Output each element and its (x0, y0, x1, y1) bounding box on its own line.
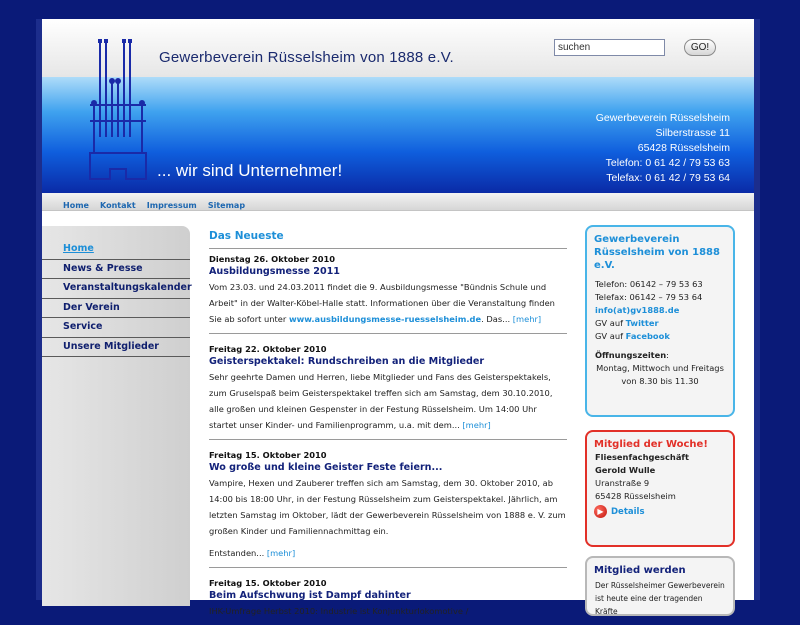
news-text: Vampire, Hexen und Zauberer treffen sich am Samstag, dem 30. Oktober 2010, ab 14:00 bis 18:00 Uhr, in der Festung Rüsselsheim zum Geisterspektakel. Jährlich, am letzten Samstag im Oktober, lädt der Gewerbeverein Rüsselsheim von 1888 e. V. zum großen Kinder und Familiennachmittag ein. (209, 478, 566, 536)
news-title[interactable]: Wo große und kleine Geister Feste feiern... (209, 462, 443, 473)
news-date: Freitag 15. Oktober 2010 (209, 578, 327, 588)
news-text (209, 279, 567, 327)
header-address (596, 111, 730, 186)
sidebar-item-mitglieder[interactable]: Unsere Mitglieder (42, 338, 190, 358)
sidebar-item-home[interactable]: Home (42, 240, 190, 260)
contact-phone: Telefon: 06142 – 79 53 63 (595, 279, 703, 289)
divider (209, 439, 567, 440)
address-name: Gewerbeverein Rüsselsheim (595, 112, 730, 124)
news-text-end: . Das... (481, 314, 511, 324)
news-text-body: Entstanden... (209, 548, 265, 558)
twitter-link[interactable]: Twitter (625, 318, 659, 328)
hours-days: Montag, Mittwoch und Freitags (596, 363, 724, 373)
sidebar-menu (42, 226, 190, 357)
divider (209, 248, 567, 249)
sidebar-item-veranstaltungskalender[interactable]: Veranstaltungskalender (42, 279, 190, 299)
topnav-kontakt[interactable]: Kontakt (100, 201, 136, 210)
news-text-continued (209, 545, 567, 561)
news-text: IHK-Umfrage Herbst 2010: Industrie ist Konjunkturlokomotive / (209, 606, 469, 616)
contact-fax: Telefax: 06142 – 79 53 64 (595, 292, 703, 302)
news-item (209, 577, 567, 619)
news-text (209, 369, 567, 433)
twitter-prefix: GV auf (595, 318, 626, 328)
address-city: 65428 Rüsselsheim (637, 142, 730, 154)
member-company: Fliesenfachgeschäft (595, 452, 689, 462)
page-border-right (754, 19, 760, 600)
search-input[interactable] (554, 39, 665, 56)
news-date: Freitag 22. Oktober 2010 (209, 344, 327, 354)
member-city: 65428 Rüsselsheim (595, 491, 676, 501)
site-title: Gewerbeverein Rüsselsheim von 1888 e.V. (159, 49, 454, 66)
news-title[interactable]: Beim Aufschwung ist Dampf dahinter (209, 590, 411, 601)
topnav-home[interactable]: Home (63, 201, 89, 210)
contact-box-title: Gewerbeverein Rüsselsheim von 1888 e.V. (594, 234, 720, 271)
topnav-impressum[interactable]: Impressum (146, 201, 197, 210)
page-container (42, 19, 754, 616)
details-label: Details (611, 506, 645, 517)
join-box (585, 556, 735, 616)
search-button[interactable]: GO! (684, 39, 716, 56)
member-street: Uranstraße 9 (595, 478, 650, 488)
logo-organ-icon[interactable] (86, 37, 150, 183)
news-date: Freitag 15. Oktober 2010 (209, 450, 327, 460)
member-of-week-box (585, 430, 735, 547)
topnav-sitemap[interactable]: Sitemap (207, 201, 246, 210)
contact-box (585, 225, 735, 417)
join-text: Der Rüsselsheimer Gewerbeverein (595, 581, 725, 590)
main-content (209, 230, 567, 625)
address-phone: Telefon: 0 61 42 / 79 53 63 (605, 157, 730, 169)
join-box-title: Mitglied werden (594, 565, 686, 576)
more-link[interactable]: [mehr] (512, 314, 542, 324)
news-text-body: Sehr geehrte Damen und Herren, liebe Mitglieder und Fans des Geisterspektakels, zum Gruselspaß beim Geisterspektakel treffen sich am Samstag, dem 30.10.2010, alle großen und kleinen Gespenster in der Festung Rüsselsheim. Um 14:00 Uhr startet unser Kinder- und Familienprogramm, u.a. mit dem... (209, 372, 553, 430)
news-item (209, 449, 567, 561)
more-link[interactable]: [mehr] (462, 420, 491, 430)
sidebar (42, 226, 190, 606)
tagline: ... wir sind Unternehmer! (157, 161, 343, 180)
hours-colon: : (666, 350, 669, 360)
news-title[interactable]: Ausbildungsmesse 2011 (209, 266, 340, 277)
address-street: Silberstrasse 11 (655, 127, 730, 139)
contact-email-link[interactable]: info(at)gv1888.de (595, 305, 680, 315)
news-item (209, 343, 567, 433)
address-fax: Telefax: 0 61 42 / 79 53 64 (606, 172, 730, 184)
divider (209, 567, 567, 568)
sidebar-item-service[interactable]: Service (42, 318, 190, 338)
member-details-link[interactable] (587, 503, 733, 520)
news-link[interactable]: www.ausbildungsmesse-ruesselsheim.de (288, 314, 482, 324)
news-item (209, 253, 567, 327)
divider (209, 333, 567, 334)
more-link[interactable]: [mehr] (266, 548, 296, 558)
news-title[interactable]: Geisterspektakel: Rundschreiben an die Mitglieder (209, 356, 485, 367)
main-heading: Das Neueste (209, 230, 284, 242)
join-text-continued: ist heute eine der tragenden Kräfte (595, 594, 703, 616)
sidebar-item-verein[interactable]: Der Verein (42, 299, 190, 319)
arrow-right-icon: ▶ (594, 505, 607, 518)
news-text-body: Vom 23.03. und 24.03.2011 findet die 9. Ausbildungsmesse "Bündnis Schule und Arbeit" in der Walter-Köbel-Halle statt. Informationen über die Veranstaltung finden Sie ab sofort unter (209, 282, 555, 324)
facebook-prefix: GV auf (595, 331, 626, 341)
hours-time: von 8.30 bis 11.30 (621, 376, 699, 386)
top-navigation (42, 193, 754, 211)
sidebar-item-news[interactable]: News & Presse (42, 260, 190, 280)
news-date: Dienstag 26. Oktober 2010 (209, 254, 336, 264)
facebook-link[interactable]: Facebook (625, 331, 670, 341)
hours-label: Öffnungszeiten (595, 350, 667, 360)
member-box-title: Mitglied der Woche! (594, 439, 708, 450)
member-name: Gerold Wulle (595, 465, 656, 475)
